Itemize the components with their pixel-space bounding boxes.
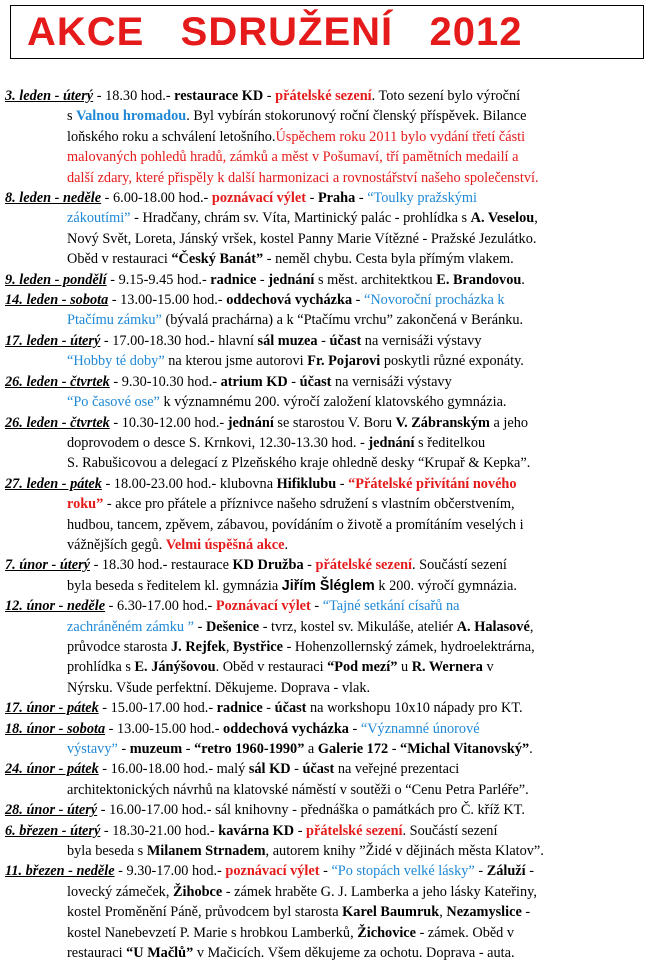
entry-bold-text: restaurace KD: [174, 88, 264, 104]
entry-line: [5, 800, 665, 820]
entry-line: [67, 535, 665, 555]
entry-text: - 18.30-21.00 hod.-: [100, 822, 219, 839]
entry-text: -: [303, 557, 316, 574]
entry-text: Nýrsku. Všude perfektní. Děkujeme. Doprava - vlak.: [67, 679, 371, 696]
entry-line: [67, 106, 665, 126]
entry-text: ,: [534, 210, 538, 227]
entry-line: [67, 453, 665, 473]
entry-date: 18. únor - sobota: [5, 720, 106, 737]
entry-date: 3. leden - úterý: [5, 88, 94, 104]
entry-text: S. Rabušicovou a delegací z Plzeňského kraje ohledně desky “Krupař & Kepka”.: [67, 455, 531, 472]
list-item: [5, 596, 665, 698]
list-item: [5, 86, 665, 188]
entry-text: - 13.00-15.00 hod.-: [108, 292, 227, 309]
entry-bold-text: A. Veselou: [470, 210, 535, 227]
entry-highlight-red: další zdary, které přispěly k další harmonizaci a rovnostářství našeho společenství.: [67, 169, 539, 186]
entry-bold-text: atrium KD: [220, 373, 288, 390]
entry-text: - 16.00-17.00 hod.- sál knihovny - přednáška o památkách pro Č. kříž KT.: [97, 802, 525, 819]
entry-text: - zámek. Oběd v: [416, 924, 515, 941]
entry-text: na vernisáži výstavy: [361, 332, 482, 349]
entry-bold-text: muzeum: [129, 741, 183, 757]
entry-bold-text: Žihobce: [172, 883, 223, 900]
entry-bold-text: sál muzea: [257, 332, 318, 349]
entry-text: -: [521, 904, 531, 921]
entry-bold-text: účast: [302, 761, 335, 778]
entry-quote-blue: zákoutími”: [67, 210, 131, 227]
entry-bold-text: Galerie 172: [317, 741, 389, 757]
entry-body: [5, 86, 665, 188]
entry-text: kostel Nanebevzetí P. Marie s hrobkou Lamberků,: [67, 924, 358, 941]
entry-bold-text: E. Brandovou: [436, 271, 522, 288]
entry-line: [5, 270, 665, 290]
entry-line: [67, 351, 665, 371]
entry-highlight-red: Velmi úspěšná akce: [165, 536, 285, 553]
entry-bold-text: “Michal Vitanovský”: [400, 741, 530, 757]
entry-text: . Toto sezení bylo výroční: [371, 88, 521, 104]
entry-text: u: [397, 659, 412, 676]
entry-bold-text: V. Zábranským: [395, 414, 490, 431]
entry-text: - zámek hraběte G. J. Lamberka a jeho lásky Kateřiny,: [222, 883, 537, 900]
list-item: [5, 861, 665, 963]
entry-bold-text: jednání: [227, 414, 274, 431]
entry-text: -: [352, 292, 365, 309]
entry-body: [5, 413, 665, 474]
entry-text: -: [290, 761, 303, 778]
entry-text: prohlídka s: [67, 659, 135, 676]
entry-text: v Mačicích. Všem děkujeme za ochotu. Doprava - auta.: [193, 945, 515, 962]
entry-text: na kterou jsme autorovi: [164, 353, 308, 370]
entry-line: [5, 290, 665, 310]
entry-text: poskytli různé exponáty.: [380, 353, 524, 370]
entry-text: a jeho: [489, 414, 529, 431]
entry-bold-text: sál KD: [248, 761, 291, 778]
entry-date: 17. leden - úterý: [5, 332, 101, 349]
title-box: [10, 5, 644, 59]
entry-line: [5, 474, 665, 494]
entry-date: 28. únor - úterý: [5, 802, 98, 819]
entry-bold-text: účast: [274, 700, 307, 717]
entry-text: - 16.00-18.00 hod.- malý: [98, 761, 249, 778]
entry-bold-text: Hifiklubu: [276, 475, 337, 492]
entry-quote-blue: “Významné únorové: [360, 720, 480, 737]
list-item: [5, 474, 665, 556]
list-item: [5, 372, 665, 413]
entry-bold-text: Praha: [317, 190, 356, 207]
entry-text: - 9.15-9.45 hod.-: [106, 271, 211, 288]
entry-bold-text: jednání: [268, 271, 315, 288]
entry-text: ,: [225, 638, 233, 655]
entry-text: vážnějších gegů.: [67, 536, 166, 553]
entry-quote-blue: výstavy”: [67, 741, 118, 757]
entry-text: byla beseda s ředitelem kl. gymnázia: [67, 577, 282, 594]
entry-text: .: [521, 271, 525, 288]
list-item: [5, 331, 665, 372]
entry-body: [5, 188, 665, 270]
list-item: [5, 270, 665, 290]
entry-text: , autorem knihy ”Židé v dějinách města Klatov”.: [265, 843, 544, 860]
entry-line: [5, 86, 665, 106]
entry-text: a: [304, 741, 318, 757]
entry-line: [67, 923, 665, 943]
entry-bold-text: A. Halasové: [456, 618, 530, 635]
list-item: [5, 290, 665, 331]
entry-text: (bývalá prachárna) a k “Ptačímu vrchu” zakončená v Beránku.: [165, 312, 524, 329]
entry-text: . Součástí sezení: [402, 822, 498, 839]
entry-line: [67, 208, 665, 228]
entry-text: - tvrz, kostel sv. Mikuláše, ateliér: [259, 618, 457, 635]
entry-line: [5, 413, 665, 433]
list-item: [5, 719, 665, 760]
list-item: [5, 188, 665, 270]
entry-line: [67, 780, 665, 800]
entry-quote-blue: Valnou hromadou: [76, 108, 187, 125]
entry-date: 12. únor - neděle: [5, 598, 106, 615]
entry-date: 6. březen - úterý: [5, 822, 101, 839]
list-item: [5, 800, 665, 820]
entry-highlight-red: roku”: [67, 496, 104, 513]
entry-line: [67, 147, 665, 167]
entry-quote-blue: “Novoroční procházka k: [364, 292, 505, 309]
entry-quote-blue: Ptačímu zámku”: [67, 312, 166, 329]
entry-text: -: [294, 822, 307, 839]
entry-line: [5, 759, 665, 779]
entry-text: -: [194, 618, 206, 635]
entry-line: [5, 555, 665, 575]
entry-text: - neměl chybu. Cesta byla přímým vlakem.: [263, 251, 514, 268]
entry-bold-text: J. Rejfek: [171, 638, 226, 655]
entry-text: architektonických návrhů na klatovské náměstí v soutěži o “Cenu Petra Parléře”.: [67, 781, 529, 798]
entry-bold-text: radnice: [210, 271, 257, 288]
entry-text: na workshopu 10x10 nápady pro KT.: [306, 700, 523, 717]
entry-highlight-red: poznávací výlet: [225, 863, 320, 880]
entry-text: - 6.30-17.00 hod.-: [105, 598, 216, 615]
entry-text: . Součástí sezení: [412, 557, 507, 574]
entry-bold-text: E. Jánýšovou: [134, 659, 216, 676]
entry-text: lovecký zámeček,: [67, 883, 173, 900]
entry-line: [67, 392, 665, 412]
entry-text: .: [529, 741, 533, 757]
entry-bold-text: Žichovice: [357, 924, 416, 941]
entry-text: restauraci: [67, 945, 127, 962]
entry-text: se starostou V. Boru: [273, 414, 396, 431]
entry-body: [5, 555, 665, 596]
list-item: [5, 821, 665, 862]
entry-bold-text: kavárna KD: [218, 822, 295, 839]
entry-text: byla beseda s: [67, 843, 147, 860]
entry-bold-text: oddechová vycházka: [226, 292, 353, 309]
entry-bold-text: Jiřím Šléglem: [281, 577, 375, 594]
list-item: [5, 759, 665, 800]
entry-text: Oběd v restauraci: [67, 251, 172, 268]
entry-text: kostel Proměnění Páně, průvodcem byl starosta: [67, 904, 343, 921]
entry-body: [5, 290, 665, 331]
entry-text: - Hradčany, chrám sv. Víta, Martinický palác - prohlídka s: [130, 210, 471, 227]
entry-text: k významnému 200. výročí založení klatovského gymnázia.: [159, 394, 507, 411]
entry-text: -: [306, 190, 318, 207]
entry-line: [67, 617, 665, 637]
entry-text: -: [317, 332, 330, 349]
list-item: [5, 555, 665, 596]
list-item: [5, 413, 665, 474]
entry-date: 26. leden - čtvrtek: [5, 414, 110, 431]
entry-quote-blue: “Hobby té doby”: [67, 353, 165, 370]
entry-body: [5, 372, 665, 413]
entry-date: 17. únor - pátek: [5, 700, 99, 717]
entry-text: ,: [529, 618, 534, 635]
entry-text: - akce pro přátele a příznivce našeho sdružení s vlastním občerstvením,: [103, 496, 515, 513]
entry-line: [67, 657, 665, 677]
entry-line: [67, 739, 665, 759]
entry-body: [5, 596, 665, 698]
entry-text: loňského roku a schválení letošního.: [67, 128, 276, 145]
entry-bold-text: “retro 1960-1990”: [194, 741, 305, 757]
entry-highlight-red: Poznávací výlet: [215, 598, 311, 615]
entry-line: [5, 188, 665, 208]
entry-body: [5, 698, 665, 718]
entry-text: na vernisáži výstavy: [331, 373, 452, 390]
entry-body: [5, 800, 665, 820]
entry-quote-blue: “Toulky pražskými: [367, 190, 477, 207]
entry-bold-text: “U Mačlů”: [126, 945, 194, 962]
entry-highlight-red: přátelské sezení: [315, 557, 413, 574]
entry-line: [67, 127, 665, 147]
entry-text: -: [525, 863, 534, 880]
entry-line: [5, 596, 665, 616]
entry-line: [67, 229, 665, 249]
entry-bold-text: Fr. Pojarovi: [307, 353, 381, 370]
entry-bold-text: účast: [299, 373, 332, 390]
entry-line: [5, 861, 665, 881]
entry-date: 26. leden - čtvrtek: [5, 373, 110, 390]
entry-text: -: [287, 373, 300, 390]
list-item: [5, 698, 665, 718]
entry-text: - 15.00-17.00 hod.-: [98, 700, 217, 717]
entry-text: s měst. architektkou: [314, 271, 437, 288]
entry-line: [67, 882, 665, 902]
entry-line: [5, 372, 665, 392]
entry-text: ,: [439, 904, 447, 921]
entry-quote-blue: “Po časové ose”: [67, 394, 160, 411]
entry-text: -: [355, 190, 368, 207]
entry-highlight-red: přátelské sezení: [306, 822, 403, 839]
entry-text: s: [67, 108, 77, 125]
entry-body: [5, 719, 665, 760]
entry-bold-text: jednání: [368, 434, 415, 451]
entry-body: [5, 474, 665, 556]
entry-text: - 10.30-12.00 hod.-: [109, 414, 228, 431]
entry-bold-text: “Český Banát”: [171, 251, 264, 268]
entry-text: -: [310, 598, 323, 615]
entry-bold-text: radnice: [216, 700, 263, 717]
entry-text: -: [348, 720, 361, 737]
entry-quote-blue: “Po stopách velké lásky”: [331, 863, 475, 880]
entry-highlight-red: přátelské sezení: [275, 88, 372, 104]
entry-line: [67, 494, 665, 514]
entry-text: - 9.30-10.30 hod.-: [109, 373, 221, 390]
entry-bold-text: oddechová vycházka: [223, 720, 349, 737]
entry-text: - 18.30 hod.- restaurace: [90, 557, 233, 574]
entry-text: -: [117, 741, 130, 757]
entry-bold-text: účast: [329, 332, 362, 349]
entry-text: - 13.00-15.00 hod.-: [105, 720, 224, 737]
entry-body: [5, 861, 665, 963]
page-title: AKCE SDRUŽENÍ 2012: [27, 10, 523, 54]
entry-body: [5, 759, 665, 800]
entry-text: . Oběd v restauraci: [215, 659, 328, 676]
entry-date: 9. leden - pondělí: [5, 271, 107, 288]
entry-text: - 18.00-23.00 hod.- klubovna: [101, 475, 277, 492]
entry-line: [67, 249, 665, 269]
entry-bold-text: “Pod mezí”: [327, 659, 398, 676]
entry-line: [67, 576, 665, 596]
entries-list: [5, 86, 665, 963]
entry-line: [67, 678, 665, 698]
entry-bold-text: Záluží: [486, 863, 526, 880]
entry-text: - 6.00-18.00 hod.-: [101, 190, 212, 207]
entry-line: [5, 821, 665, 841]
entry-text: - 17.00-18.30 hod.- hlavní: [100, 332, 258, 349]
entry-highlight-red: malovaných pohledů hradů, zámků a měst v Pošumaví, tří pamětních medailí a: [67, 149, 519, 166]
entry-bold-text: Dešenice: [205, 618, 260, 635]
entry-date: 8. leden - neděle: [5, 190, 102, 207]
entry-date: 24. únor - pátek: [5, 761, 99, 778]
entry-date: 27. leden - pátek: [5, 475, 102, 492]
entry-bold-text: R. Wernera: [411, 659, 483, 676]
entry-text: .: [284, 536, 289, 553]
entry-line: [67, 841, 665, 861]
entry-text: -: [388, 741, 401, 757]
entry-text: průvodce starosta: [67, 638, 172, 655]
entry-quote-blue: zachráněném zámku ”: [67, 618, 195, 635]
entry-line: [67, 902, 665, 922]
entry-text: - 9.30-17.00 hod.-: [114, 863, 226, 880]
entry-highlight-red: Úspěchem roku 2011 bylo vydání třetí části: [275, 128, 526, 145]
entry-body: [5, 331, 665, 372]
entry-line: [67, 433, 665, 453]
entry-text: -: [256, 271, 269, 288]
entry-date: 14. leden - sobota: [5, 292, 109, 309]
entry-date: 11. březen - neděle: [5, 863, 115, 880]
entry-quote-blue: “Tajné setkání císařů na: [322, 598, 460, 615]
entry-text: s ředitelkou: [414, 434, 486, 451]
entry-text: -: [262, 700, 275, 717]
entry-text: k 200. výročí gymnázia.: [374, 577, 517, 594]
entry-date: 7. únor - úterý: [5, 557, 90, 574]
entry-text: na veřejné prezentaci: [334, 761, 460, 778]
entry-line: [67, 310, 665, 330]
entry-line: [67, 943, 665, 963]
entry-bold-text: Nezamyslice: [446, 904, 522, 921]
entry-line: [67, 637, 665, 657]
entry-text: - 18.30 hod.-: [93, 88, 175, 104]
entry-highlight-red: poznávací výlet: [211, 190, 307, 207]
entry-text: - Hohenzollernský zámek, hydroelektrárna,: [283, 638, 535, 655]
entry-line: [67, 168, 665, 188]
entry-body: [5, 270, 665, 290]
entry-line: [67, 515, 665, 535]
entry-text: -: [336, 475, 349, 492]
entry-text: v: [482, 659, 494, 676]
entry-text: . Byl vybírán stokorunový roční členský příspěvek. Bilance: [186, 108, 527, 125]
entry-line: [5, 698, 665, 718]
entry-text: -: [263, 88, 276, 104]
entry-text: -: [319, 863, 332, 880]
entry-text: Nový Svět, Loreta, Jánský vršek, kostel Panny Marie Vítězné - Pražské Jezulátko.: [67, 230, 537, 247]
entry-text: -: [474, 863, 487, 880]
entry-text: doprovodem o desce S. Krnkovi, 12.30-13.30 hod. -: [67, 434, 369, 451]
entry-bold-text: Milanem Strnadem: [146, 843, 266, 860]
entry-highlight-red: “Přátelské přivítání nového: [348, 475, 517, 492]
entry-text: -: [182, 741, 195, 757]
entry-line: [5, 719, 665, 739]
entry-body: [5, 821, 665, 862]
entry-bold-text: Karel Baumruk: [342, 904, 440, 921]
entry-bold-text: Bystřice: [232, 638, 283, 655]
entry-bold-text: KD Družba: [232, 557, 304, 574]
entry-line: [5, 331, 665, 351]
entry-text: hudbou, tancem, zpěvem, zábavou, povídáním o životě a promítáním veselých i: [67, 516, 524, 533]
